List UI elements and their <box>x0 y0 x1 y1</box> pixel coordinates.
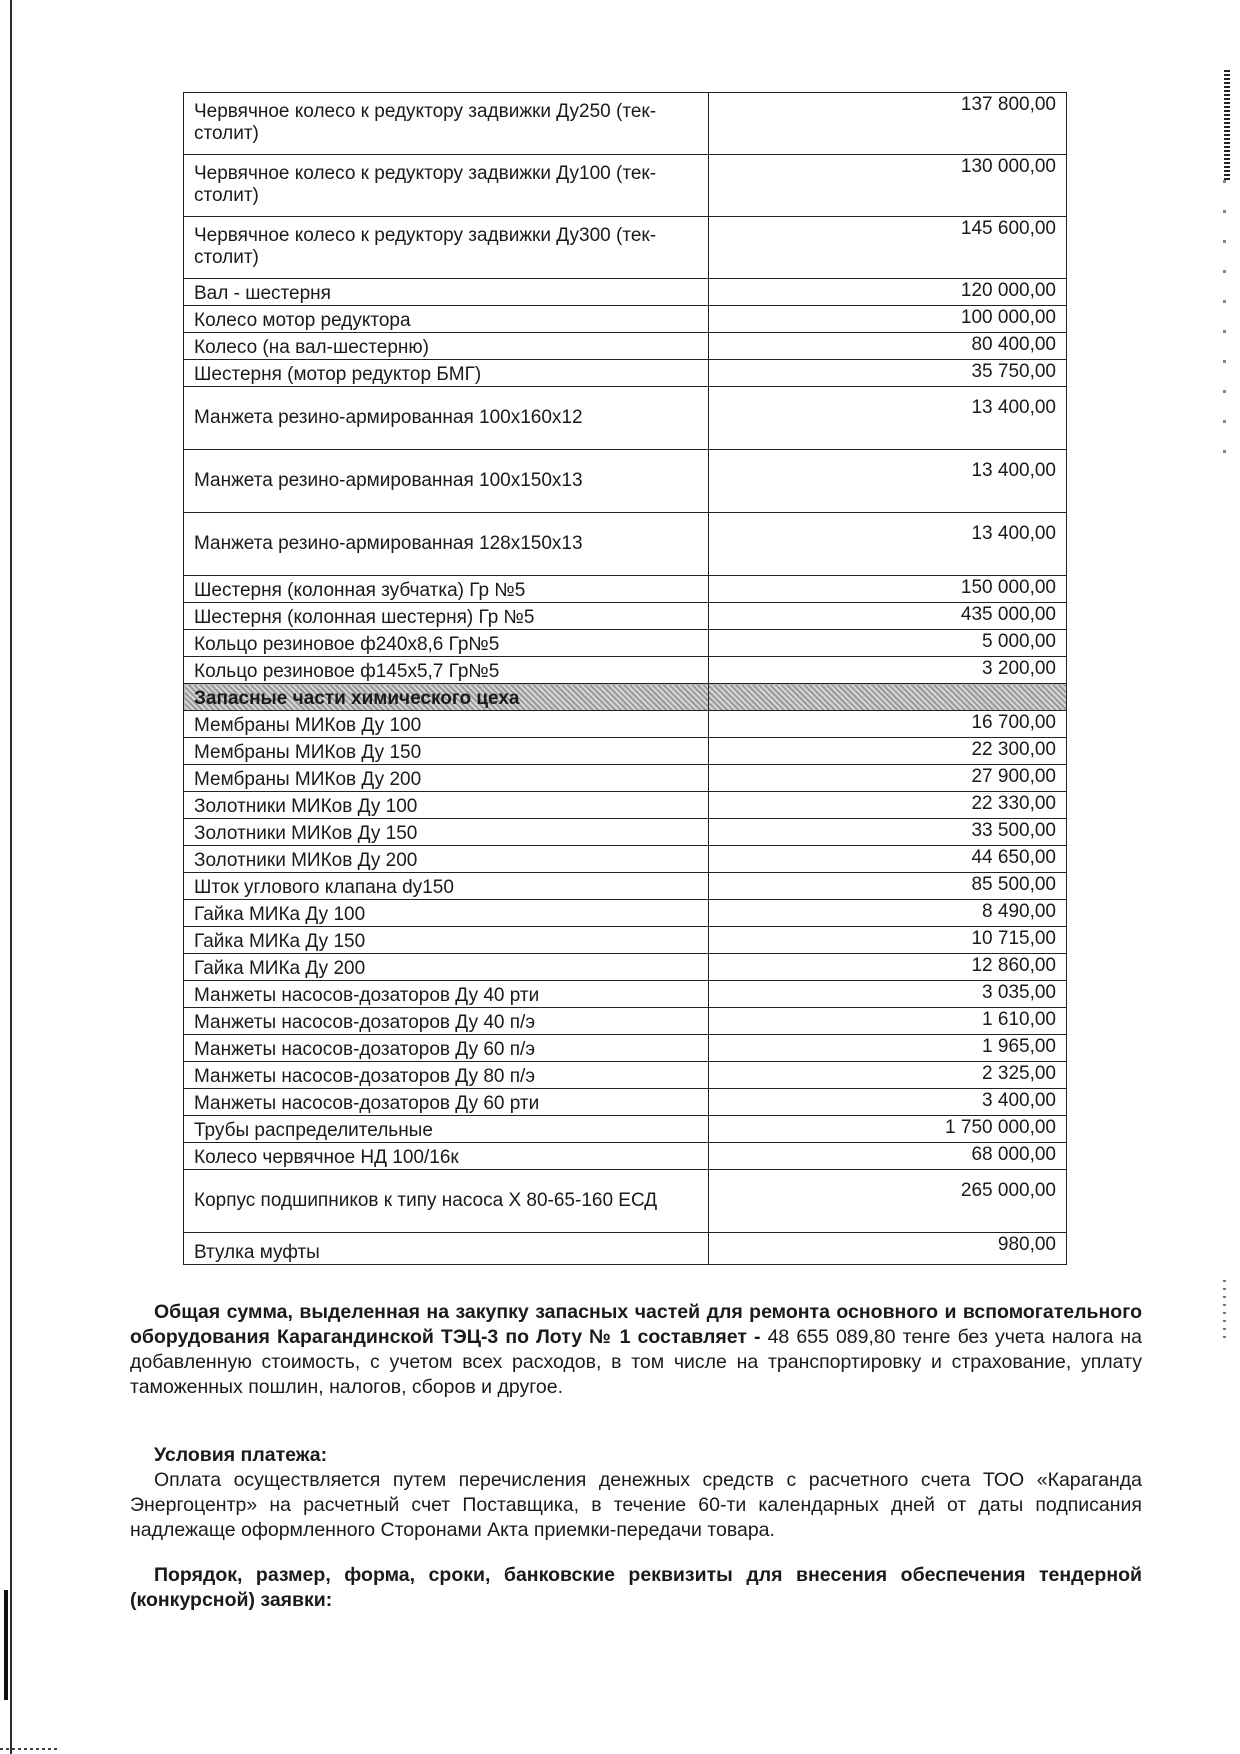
item-name-cell: Трубы распределительные <box>184 1116 709 1143</box>
table-row <box>184 603 1067 630</box>
item-name-cell: Золотники МИКов Ду 100 <box>184 792 709 819</box>
table-row <box>184 927 1067 954</box>
item-name-cell: Вал - шестерня <box>184 279 709 306</box>
table-row <box>184 217 1067 279</box>
item-name-cell: Шестерня (колонная шестерня) Гр №5 <box>184 603 709 630</box>
table-row <box>184 711 1067 738</box>
item-name-cell: Манжета резино-армированная 128х150х13 <box>184 513 709 576</box>
item-name-cell: Гайка МИКа Ду 200 <box>184 954 709 981</box>
item-price-cell: 35 750,00 <box>709 360 1067 387</box>
item-name-cell: Кольцо резиновое ф240х8,6 Гр№5 <box>184 630 709 657</box>
table-row <box>184 1089 1067 1116</box>
item-price-cell: 8 490,00 <box>709 900 1067 927</box>
item-price-cell: 2 325,00 <box>709 1062 1067 1089</box>
item-price-cell: 3 400,00 <box>709 1089 1067 1116</box>
table-row <box>184 630 1067 657</box>
item-price-cell: 80 400,00 <box>709 333 1067 360</box>
item-price-cell: 13 400,00 <box>709 513 1067 576</box>
table-row <box>184 279 1067 306</box>
spare-parts-table <box>183 92 1067 1265</box>
item-name-cell: Золотники МИКов Ду 150 <box>184 819 709 846</box>
table-row <box>184 873 1067 900</box>
table-row <box>184 155 1067 217</box>
item-price-cell: 130 000,00 <box>709 155 1067 217</box>
table-row <box>184 1143 1067 1170</box>
item-name-cell: Манжеты насосов-дозаторов Ду 60 п/э <box>184 1035 709 1062</box>
item-price-cell: 1 750 000,00 <box>709 1116 1067 1143</box>
item-price-cell: 44 650,00 <box>709 846 1067 873</box>
item-price-cell: 137 800,00 <box>709 93 1067 155</box>
table-row <box>184 954 1067 981</box>
scan-edge-left-mark <box>4 1590 8 1700</box>
spare-parts-table-body <box>184 93 1067 1265</box>
item-name-cell: Колесо мотор редуктора <box>184 306 709 333</box>
item-price-cell: 27 900,00 <box>709 765 1067 792</box>
table-row <box>184 513 1067 576</box>
item-name-cell: Манжеты насосов-дозаторов Ду 40 п/э <box>184 1008 709 1035</box>
tender-security-heading-text: Порядок, размер, форма, сроки, банковские реквизиты для внесения обеспечения тендерной (конкурсной) заявки: <box>130 1564 1142 1611</box>
scan-edge-right-marks <box>1223 180 1226 480</box>
item-name-cell: Манжета резино-армированная 100х160х12 <box>184 387 709 450</box>
table-row <box>184 1008 1067 1035</box>
scan-edge-bottom <box>0 1748 60 1750</box>
item-name-cell: Манжеты насосов-дозаторов Ду 60 рти <box>184 1089 709 1116</box>
table-row <box>184 93 1067 155</box>
table-row <box>184 360 1067 387</box>
item-price-cell: 145 600,00 <box>709 217 1067 279</box>
item-name-cell: Манжета резино-армированная 100х150х13 <box>184 450 709 513</box>
scan-edge-left <box>10 0 12 1754</box>
table-row <box>184 792 1067 819</box>
item-price-cell: 33 500,00 <box>709 819 1067 846</box>
item-price-cell: 13 400,00 <box>709 450 1067 513</box>
table-row <box>184 900 1067 927</box>
table-row <box>184 1116 1067 1143</box>
item-price-cell: 22 330,00 <box>709 792 1067 819</box>
item-price-cell: 22 300,00 <box>709 738 1067 765</box>
item-name-cell: Колесо (на вал-шестерню) <box>184 333 709 360</box>
table-row <box>184 765 1067 792</box>
item-price-cell: 5 000,00 <box>709 630 1067 657</box>
item-name-cell: Шестерня (мотор редуктор БМГ) <box>184 360 709 387</box>
total-sum-paragraph <box>130 1300 1142 1400</box>
table-row <box>184 981 1067 1008</box>
item-price-cell: 120 000,00 <box>709 279 1067 306</box>
item-name-cell: Мембраны МИКов Ду 200 <box>184 765 709 792</box>
table-row <box>184 306 1067 333</box>
table-row <box>184 657 1067 684</box>
item-name-cell: Золотники МИКов Ду 200 <box>184 846 709 873</box>
item-price-cell: 150 000,00 <box>709 576 1067 603</box>
item-name-cell: Гайка МИКа Ду 100 <box>184 900 709 927</box>
item-name-cell: Колесо червячное НД 100/16к <box>184 1143 709 1170</box>
item-price-cell: 3 200,00 <box>709 657 1067 684</box>
total-sum-amount: 48 655 089,80 <box>767 1326 896 1348</box>
payment-terms-paragraph <box>130 1468 1142 1543</box>
item-name-cell: Шток углового клапана dy150 <box>184 873 709 900</box>
item-price-cell: 10 715,00 <box>709 927 1067 954</box>
item-price-cell: 16 700,00 <box>709 711 1067 738</box>
payment-terms-heading: Условия платежа: <box>154 1444 328 1466</box>
item-price-cell: 980,00 <box>709 1233 1067 1265</box>
payment-terms-text: Оплата осуществляется путем перечисления денежных средств с расчетного счета ТОО «Караганда Энергоцентр» на расчетный счет Поставщика, в течение 60-ти календарных дней от даты подписания надлежаще оформленного Сторонами Акта приемки-передачи товара. <box>130 1469 1142 1541</box>
item-name-cell: Кольцо резиновое ф145х5,7 Гр№5 <box>184 657 709 684</box>
table-section-row <box>184 684 1067 711</box>
scan-edge-right-marks-lower <box>1223 1280 1226 1340</box>
item-price-cell: 265 000,00 <box>709 1170 1067 1233</box>
item-name-cell: Шестерня (колонная зубчатка) Гр №5 <box>184 576 709 603</box>
table-row <box>184 387 1067 450</box>
total-sum-bold-text: Общая сумма, выделенная на закупку запасных частей для ремонта основного и вспомогательного оборудования Карагандинской ТЭЦ-3 по Лоту № 1 составляет - <box>130 1301 1142 1348</box>
item-price-cell: 1 965,00 <box>709 1035 1067 1062</box>
table-row <box>184 1035 1067 1062</box>
table-row <box>184 333 1067 360</box>
table-row <box>184 819 1067 846</box>
total-sum-rest-text: тенге без учета налога на добавленную стоимость, с учетом всех расходов, в том числе на транспортировку и страхование, уплату таможенных пошлин, налогов, сборов и другое. <box>130 1326 1142 1398</box>
item-name-cell: Червячное колесо к редуктору задвижки Ду250 (тек-столит) <box>184 93 709 155</box>
table-row <box>184 1062 1067 1089</box>
item-price-cell: 435 000,00 <box>709 603 1067 630</box>
item-price-cell: 12 860,00 <box>709 954 1067 981</box>
tender-security-heading <box>130 1563 1142 1613</box>
item-price-cell: 100 000,00 <box>709 306 1067 333</box>
item-name-cell: Гайка МИКа Ду 150 <box>184 927 709 954</box>
item-name-cell: Червячное колесо к редуктору задвижки Ду100 (тек-столит) <box>184 155 709 217</box>
item-name-cell: Корпус подшипников к типу насоса Х 80-65-160 ЕСД <box>184 1170 709 1233</box>
table-row <box>184 738 1067 765</box>
item-price-cell: 85 500,00 <box>709 873 1067 900</box>
item-price-cell <box>709 684 1067 711</box>
item-name-cell: Мембраны МИКов Ду 150 <box>184 738 709 765</box>
item-price-cell: 13 400,00 <box>709 387 1067 450</box>
table-row <box>184 1233 1067 1265</box>
item-price-cell: 1 610,00 <box>709 1008 1067 1035</box>
item-price-cell: 3 035,00 <box>709 981 1067 1008</box>
item-name-cell: Манжеты насосов-дозаторов Ду 40 рти <box>184 981 709 1008</box>
item-price-cell: 68 000,00 <box>709 1143 1067 1170</box>
table-row <box>184 1170 1067 1233</box>
item-name-cell: Манжеты насосов-дозаторов Ду 80 п/э <box>184 1062 709 1089</box>
table-row <box>184 576 1067 603</box>
table-row <box>184 846 1067 873</box>
scan-edge-right-barcode <box>1224 70 1230 180</box>
table-row <box>184 450 1067 513</box>
item-name-cell: Мембраны МИКов Ду 100 <box>184 711 709 738</box>
item-name-cell: Червячное колесо к редуктору задвижки Ду300 (тек-столит) <box>184 217 709 279</box>
item-name-cell: Запасные части химического цеха <box>184 684 709 711</box>
item-name-cell: Втулка муфты <box>184 1233 709 1265</box>
